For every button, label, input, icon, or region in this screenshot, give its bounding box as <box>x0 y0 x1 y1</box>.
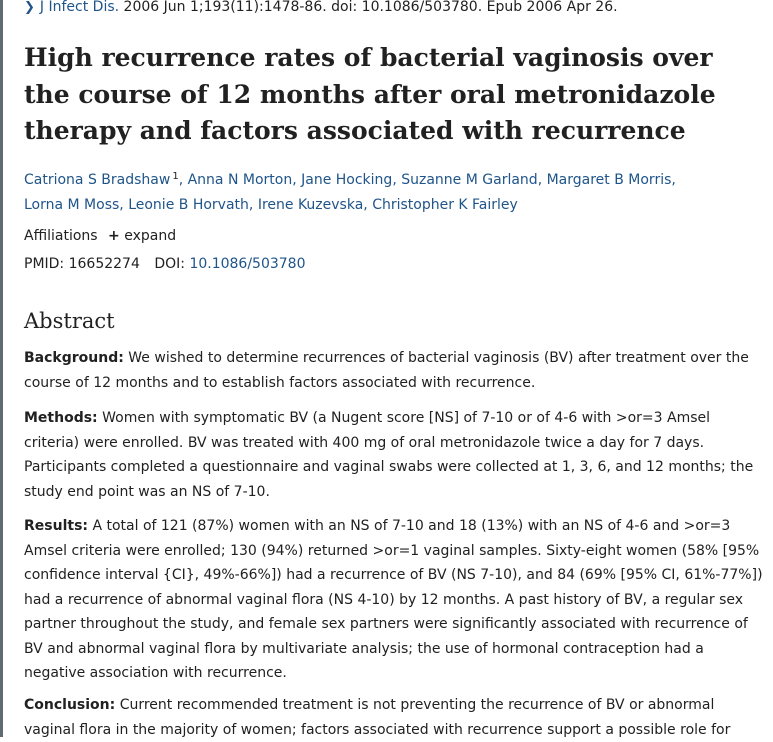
author-link[interactable]: Margaret B Morris <box>546 172 672 188</box>
affiliation-number[interactable]: 1 <box>172 171 179 182</box>
pmid-label: PMID: <box>24 256 65 272</box>
chevron-right-icon[interactable]: ❯ <box>24 0 35 15</box>
plus-icon: + <box>108 228 120 244</box>
citation-line <box>24 0 618 18</box>
journal-link[interactable]: J Infect Dis. <box>39 0 120 15</box>
author-link[interactable]: Jane Hocking <box>301 172 393 188</box>
doi-link[interactable]: 10.1086/503780 <box>189 256 306 272</box>
pmid-value: 16652274 <box>68 256 140 272</box>
abstract-conclusion <box>24 693 764 742</box>
author-link[interactable]: Suzanne M Garland <box>401 172 538 188</box>
identifiers <box>24 253 306 275</box>
article-title: High recurrence rates of bacterial vaginosis over the course of 12 months after oral metronidazole therapy and factors associated with recurrence <box>24 43 716 145</box>
author-link[interactable]: Leonie B Horvath <box>128 197 249 213</box>
section-label: Background: <box>24 350 124 366</box>
section-label: Results: <box>24 518 88 534</box>
section-text: Women with symptomatic BV (a Nugent score [NS] of 7-10 or of 4-6 with >or=3 Amsel criteria) were enrolled. BV was treated with 400 mg of oral metronidazole twice a day for 7 days. Participants completed a questionnaire and vaginal swabs were collected at 1, 3, 6, and 12 months; the study end point was an NS of 7-10. <box>24 410 754 500</box>
section-text: Current recommended treatment is not preventing the recurrence of BV or abnormal vaginal flora in the majority of women; factors associated with recurrence support a possible role for <box>24 697 731 738</box>
abstract-background <box>24 346 764 395</box>
authors-list: Catriona S Bradshaw $^1$, Anna N Morton, Jane Hocking, Suzanne M Garland, Margaret B Morris, Lorna M Moss, Leonie B Horvath, Irene Kuzevska, Christopher K Fairley <box>24 171 676 213</box>
author-link[interactable]: Christopher K Fairley <box>372 197 518 213</box>
section-text: We wished to determine recurrences of bacterial vaginosis (BV) after treatment over the course of 12 months and to establish factors associated with recurrence. <box>24 350 749 391</box>
author-link[interactable]: Lorna M Moss <box>24 197 120 213</box>
author-link[interactable]: Irene Kuzevska <box>257 197 364 213</box>
citation-details: 2006 Jun 1;193(11):1478-86. doi: 10.1086/503780. Epub 2006 Apr 26. <box>123 0 618 15</box>
section-label: Methods: <box>24 410 98 426</box>
left-edge-bar <box>0 0 3 737</box>
author-link[interactable]: Anna N Morton <box>187 172 293 188</box>
affiliations-toggle[interactable] <box>24 225 176 247</box>
expand-label: expand <box>124 228 177 244</box>
affiliations-label: Affiliations <box>24 228 98 244</box>
abstract-heading: Abstract <box>24 309 115 333</box>
section-text: A total of 121 (87%) women with an NS of 7-10 and 18 (13%) with an NS of 4-6 and >or=3 Amsel criteria were enrolled; 130 (94%) returned >or=1 vaginal samples. Sixty-eight women (58% [95% confidence interval {CI}, 49%-66%]) had a recurrence of BV (NS 7-10), and 84 (69% [95% CI, 61%-77%]) had a recurrence of abnormal vaginal flora (NS 4-10) by 12 months. A past history of BV, a regular sex partner throughout the study, and female sex partners were significantly associated with recurrence of BV and abnormal vaginal flora by multivariate analysis; the use of hormonal contraception had a negative association with recurrence. <box>24 518 763 681</box>
section-label: Conclusion: <box>24 697 116 713</box>
abstract-methods <box>24 406 764 504</box>
author-link[interactable]: Catriona S Bradshaw <box>24 172 171 188</box>
abstract-results <box>24 514 764 686</box>
doi-label: DOI: <box>154 256 185 272</box>
